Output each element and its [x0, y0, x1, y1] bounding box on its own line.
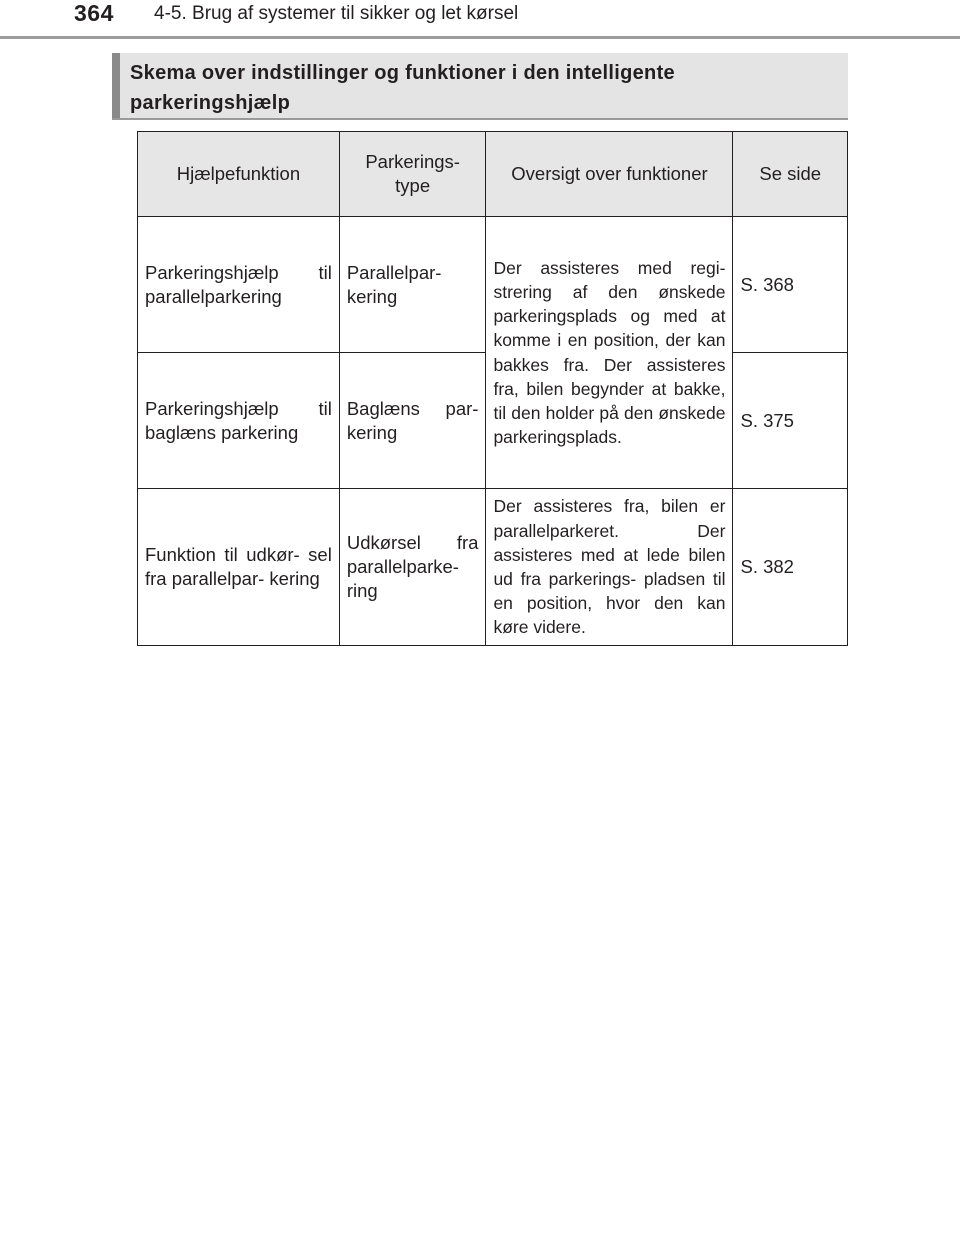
- settings-table: [137, 131, 848, 646]
- cell-page-reference: S. 368: [733, 217, 848, 353]
- cell-overview: Der assisteres fra, bilen er parallelparkeret. Der assisteres med at lede bilen ud fra parkerings- pladsen til en position, hvor den kan køre videre.: [486, 489, 733, 646]
- cell-parking-type: Baglæns par- kering: [339, 353, 486, 489]
- cell-page-reference: S. 375: [733, 353, 848, 489]
- heading-text: [130, 58, 830, 118]
- page-header: [0, 0, 960, 40]
- section-title: 4-5. Brug af systemer til sikker og let kørsel: [154, 3, 519, 24]
- header-assist-function: Hjælpefunktion: [138, 132, 340, 217]
- cell-assist-function: Funktion til udkør- sel fra parallelpar- kering: [138, 489, 340, 646]
- cell-overview: Der assisteres med regi- strering af den ønskede parkeringsplads og med at komme i en position, der kan bakkes fra. Der assisteres fra, bilen begynder at bakke, til den holder på den ønskede parkeringsplads.: [486, 217, 733, 489]
- heading-line-2: parkeringshjælp: [130, 92, 291, 114]
- header-see-page: Se side: [733, 132, 848, 217]
- cell-parking-type: Parallelpar- kering: [339, 217, 486, 353]
- table-row: [138, 489, 848, 646]
- heading-line-1: Skema over indstillinger og funktioner i den intelligente: [130, 62, 675, 84]
- table-header-row: [138, 132, 848, 217]
- header-overview: Oversigt over funktioner: [486, 132, 733, 217]
- table-row: [138, 217, 848, 353]
- cell-parking-type: Udkørsel fra parallelparke- ring: [339, 489, 486, 646]
- cell-assist-function: Parkeringshjælp til parallelparkering: [138, 217, 340, 353]
- heading-accent-bar: [112, 53, 120, 118]
- header-divider: [0, 36, 960, 39]
- cell-assist-function: Parkeringshjælp til baglæns parkering: [138, 353, 340, 489]
- section-heading: [112, 53, 848, 120]
- header-parking-type-line-2: type: [395, 175, 431, 196]
- header-parking-type: [339, 132, 486, 217]
- page-number: 364: [74, 0, 114, 26]
- header-parking-type-line-1: Parkerings-: [365, 151, 460, 172]
- cell-page-reference: S. 382: [733, 489, 848, 646]
